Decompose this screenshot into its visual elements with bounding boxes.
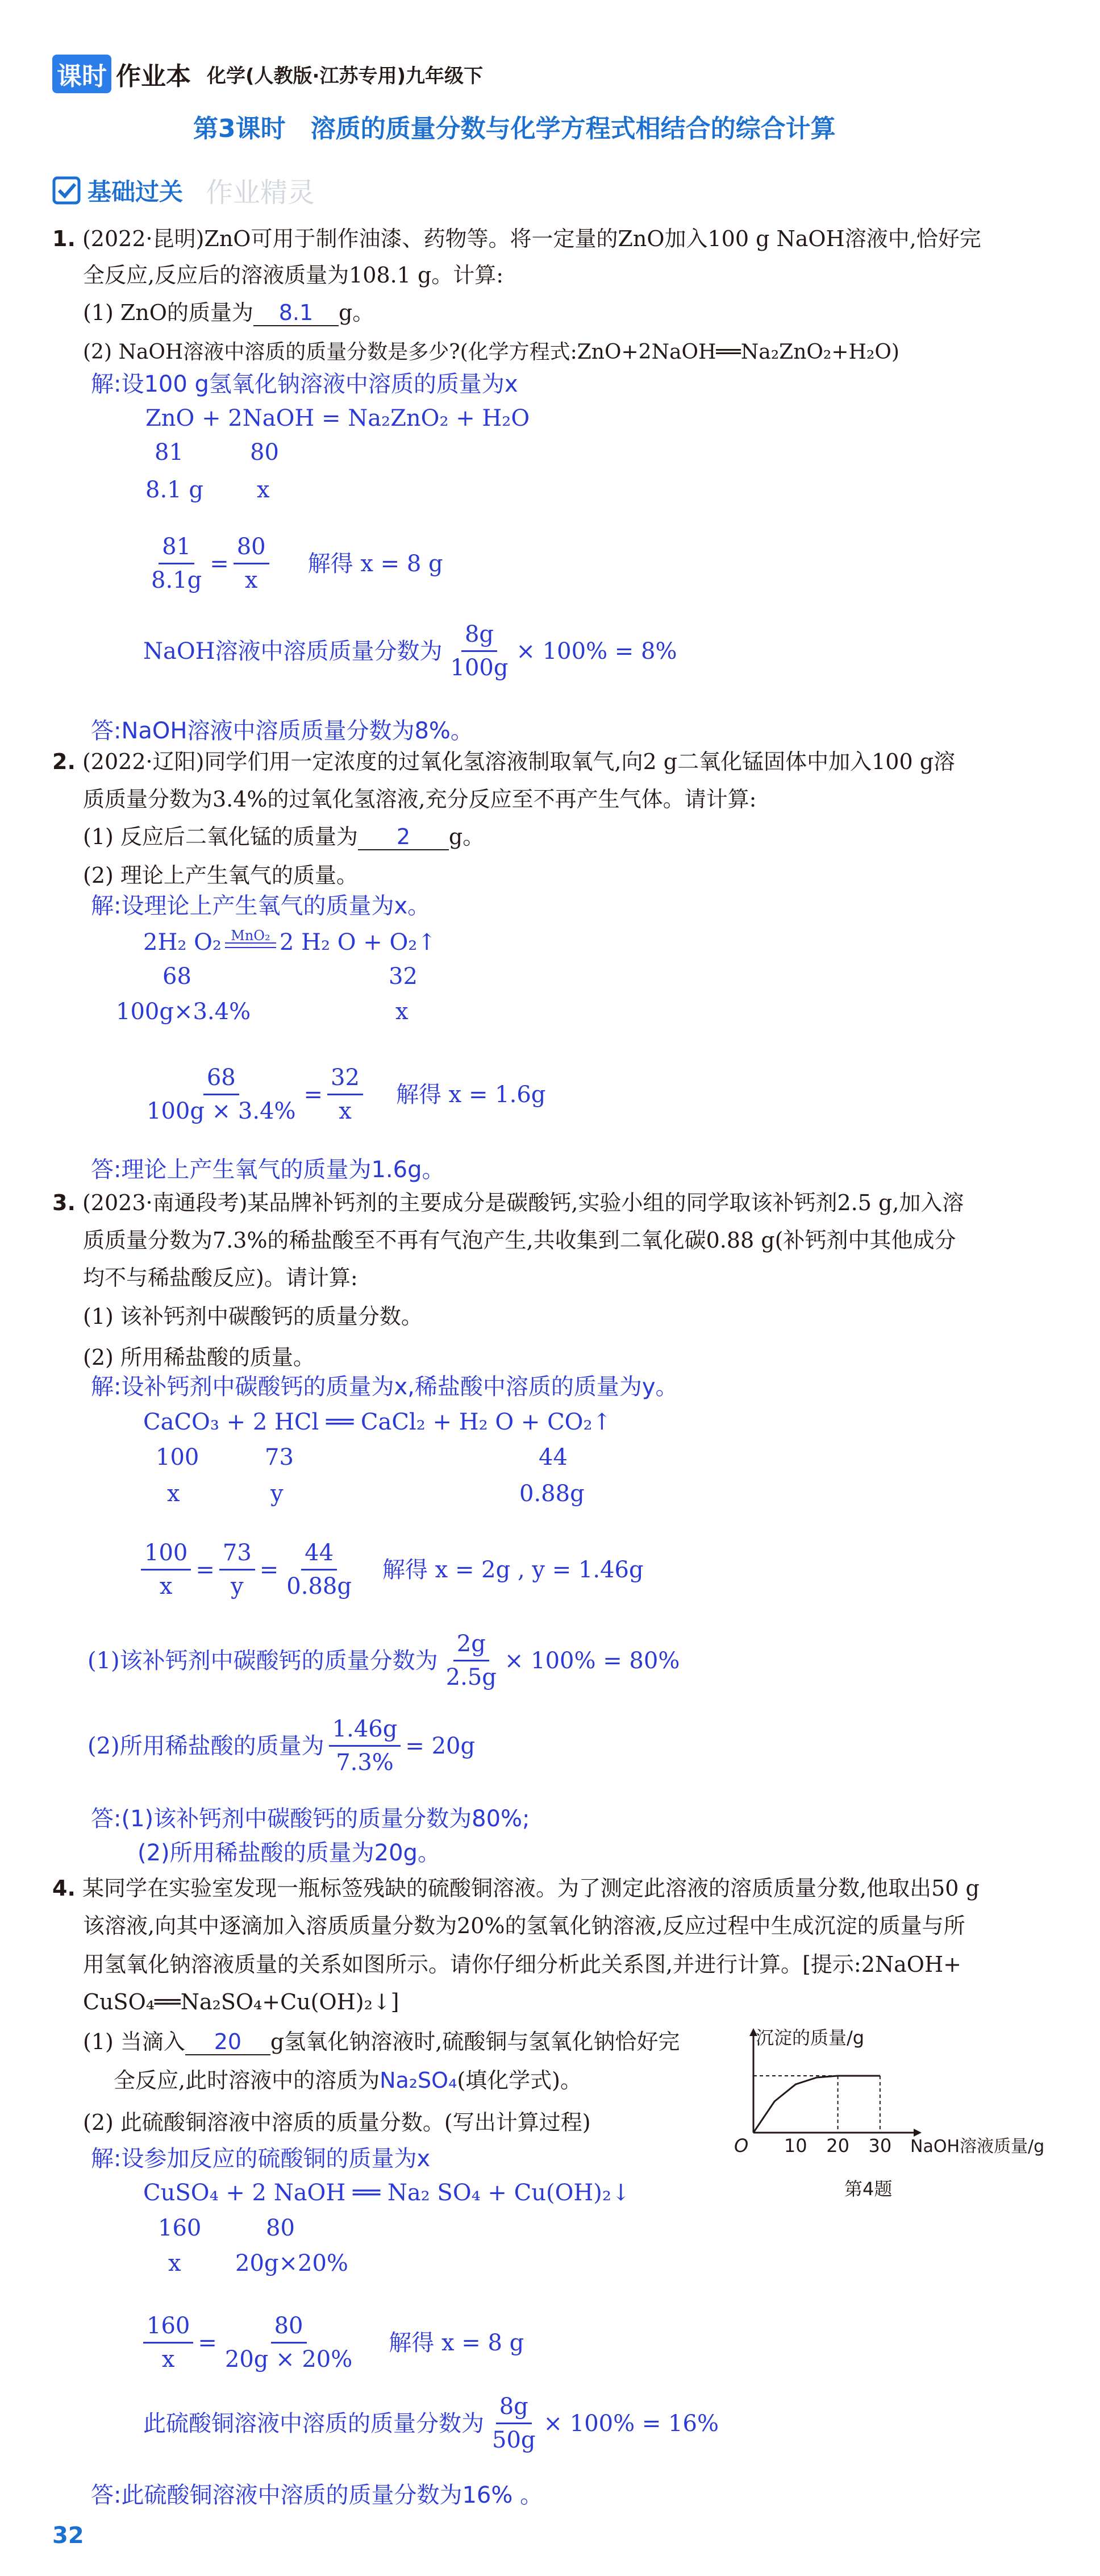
chart-xlabel: NaOH溶液质量/g — [910, 2137, 1045, 2157]
q4-sub2: (2) 此硫酸铜溶液中溶质的质量分数。(写出计算过程) — [83, 2110, 591, 2135]
q1-pct-result: × 100% = 8% — [516, 638, 677, 664]
q1-sub1-unit: g。 — [338, 300, 374, 325]
q4-stem-line3: 用氢氧化钠溶液质量的关系如图所示。请你仔细分析此关系图,并进行计算。[提示:2NaOH+ — [83, 1952, 961, 1977]
q3-result-2 — [88, 1715, 475, 1776]
q4-sub1-answer-2: Na₂SO₄ — [380, 2068, 457, 2093]
q4-f2-num: 80 — [271, 2312, 307, 2344]
q2-f2-num: 32 — [327, 1064, 363, 1095]
q1-proportion: $\frac{81}{8.1g}$ = $\frac{80}{x}$ 解得 x = 8 g — [143, 533, 443, 594]
q4-fraction-2 — [222, 2312, 356, 2373]
q1-stem — [52, 226, 981, 251]
q3-value-b: y — [270, 1481, 284, 1507]
q1-final-answer: 答:NaOH溶液中溶质质量分数为8%。 — [91, 718, 473, 744]
header-brand — [52, 55, 483, 93]
chart-x-tick-label: 10 — [784, 2135, 807, 2157]
q2-equation — [143, 929, 436, 956]
q1-mass-b: 80 — [250, 439, 279, 466]
q4-mass-a: 160 — [158, 2215, 202, 2241]
q2-f1-num: 68 — [203, 1064, 239, 1095]
q3-equation: CaCO₃ + 2 HCl ══ CaCl₂ + H₂ O + CO₂↑ — [143, 1409, 612, 1435]
q2-stem — [52, 749, 955, 774]
q1-stem-line2: 全反应,反应后的溶液质量为108.1 g。计算: — [83, 263, 504, 288]
q2-sub1-blank[interactable] — [358, 824, 449, 850]
q1-f2-den: x — [244, 567, 258, 593]
q3-final-answer-2: (2)所用稀盐酸的质量为20g。 — [138, 1840, 440, 1866]
subject-label: 化学(人教版·江苏专用)九年级下 — [207, 64, 483, 88]
chart-x-tick-label: 20 — [826, 2135, 849, 2157]
brand-badge: 课时 — [52, 55, 111, 93]
q4-solution-intro: 解:设参加反应的硫酸铜的质量为x — [91, 2146, 431, 2172]
q4-final-answer: 答:此硫酸铜溶液中溶质的质量分数为16% 。 — [91, 2482, 543, 2508]
q3-r2-den: 7.3% — [336, 1750, 394, 1776]
q3-r1-fraction — [443, 1630, 500, 1691]
q1-fraction-1 — [148, 533, 205, 594]
section-title: 基础过关 — [88, 177, 184, 206]
q2-eq-arrow — [225, 929, 276, 956]
chart-series-line — [753, 2076, 880, 2133]
q2-solution-intro: 解:设理论上产生氧气的质量为x。 — [91, 893, 431, 919]
q4-chart — [733, 2025, 1085, 2212]
q4-f1-num: 160 — [143, 2312, 193, 2344]
q4-mass-b: 80 — [266, 2215, 295, 2241]
q1-sub2: (2) NaOH溶液中溶质的质量分数是多少?(化学方程式:ZnO+2NaOH══Na₂ZnO₂+H₂O) — [83, 340, 899, 364]
q3-mass-a: 100 — [156, 1444, 199, 1470]
q3-f2-den: y — [231, 1573, 244, 1599]
q4-pct-result: × 100% = 16% — [543, 2410, 719, 2437]
q2-eq-left: 2H₂ O₂ — [143, 929, 222, 955]
q4-sub1-blank[interactable] — [185, 2029, 270, 2055]
q4-number: 4. — [52, 1876, 76, 1901]
q3-proportion: $\frac{100}{x}$ = $\frac{73}{y}$ = $\frac{44}{0.88g}$ 解得 x = 2g , y = 1.46g — [136, 1539, 644, 1600]
q2-value-b: x — [395, 999, 409, 1025]
q4-sub1-text: (1) 当滴入 — [83, 2029, 185, 2054]
q4-sub1-line2-post: (填化学式)。 — [457, 2068, 582, 2093]
q4-equation: CuSO₄ + 2 NaOH ══ Na₂ SO₄ + Cu(OH)₂↓ — [143, 2180, 631, 2206]
q3-r1-num: 2g — [453, 1630, 489, 1661]
q2-value-a: 100g×3.4% — [116, 999, 251, 1025]
q3-solution-intro: 解:设补钙剂中碳酸钙的质量为x,稀盐酸中溶质的质量为y。 — [91, 1374, 678, 1400]
q2-sub1-unit: g。 — [448, 824, 485, 849]
q2-fraction-2 — [327, 1064, 363, 1125]
q1-sub1-answer: 8.1 — [278, 300, 314, 325]
q2-eq-right: 2 H₂ O + O₂↑ — [279, 929, 436, 955]
q2-fraction-1 — [143, 1064, 299, 1125]
q3-value-c: 0.88g — [519, 1481, 585, 1507]
q1-value-a: 8.1 g — [145, 477, 203, 503]
q4-pct-den: 50g — [492, 2427, 536, 2453]
chart-x-axis-arrow — [914, 2129, 922, 2137]
q4-sub1-text-2: g氢氧化钠溶液时,硫酸铜与氢氧化钠恰好完 — [270, 2029, 680, 2054]
q4-stem-line1: 某同学在实验室发现一瓶标签残缺的硫酸铜溶液。为了测定此溶液的溶质质量分数,他取出50 g — [82, 1876, 980, 1901]
q1-f1-den: 8.1g — [151, 567, 202, 593]
q3-f3-num: 44 — [301, 1539, 337, 1570]
q3-number: 3. — [52, 1190, 76, 1215]
q1-pct-den: 100g — [450, 655, 509, 681]
q3-stem-line3: 均不与稀盐酸反应)。请计算: — [83, 1265, 358, 1290]
q3-mass-b: 73 — [265, 1444, 294, 1470]
q3-f1-num: 100 — [141, 1539, 191, 1570]
brand-text: 作业本 — [116, 62, 191, 91]
q3-r2-num: 1.46g — [329, 1715, 401, 1747]
q3-r1-den: 2.5g — [445, 1664, 497, 1690]
q2-sub2: (2) 理论上产生氧气的质量。 — [83, 863, 358, 888]
q4-percentage — [143, 2393, 719, 2454]
q3-sub1: (1) 该补钙剂中碳酸钙的质量分数。 — [83, 1304, 423, 1329]
q4-fraction-1 — [143, 2312, 193, 2373]
q4-f1-den: x — [161, 2346, 175, 2373]
q4-solve: 解得 x = 8 g — [389, 2329, 524, 2356]
q4-sub1 — [83, 2029, 680, 2055]
q1-percentage — [143, 621, 677, 682]
q1-pct-fraction — [447, 621, 512, 682]
q4-proportion: $\frac{160}{x}$ = $\frac{80}{20g \times 20\%}$ 解得 x = 8 g — [139, 2312, 524, 2373]
q2-mass-a: 68 — [163, 963, 191, 990]
chart-ylabel: 沉淀的质量/g — [756, 2027, 865, 2049]
q2-catalyst: MnO₂ — [231, 928, 270, 944]
q1-sub1-blank[interactable] — [253, 300, 339, 326]
q1-sub1-text: (1) ZnO的质量为 — [83, 300, 253, 325]
q4-pct-fraction — [489, 2393, 539, 2454]
q2-mass-b: 32 — [389, 963, 418, 990]
q4-stem-line2: 该溶液,向其中逐滴加入溶质质量分数为20%的氢氧化钠溶液,反应过程中生成沉淀的质量与所 — [83, 1913, 965, 1938]
q1-fraction-2 — [234, 533, 269, 594]
q4-stem — [52, 1876, 980, 1901]
q3-fraction-2 — [219, 1539, 255, 1600]
q3-r2-fraction — [329, 1715, 401, 1776]
page-number: 32 — [52, 2523, 84, 2549]
q3-mass-c: 44 — [539, 1444, 568, 1470]
q2-f2-den: x — [339, 1098, 352, 1124]
q2-sub1 — [83, 824, 484, 850]
lesson-title: 第3课时 溶质的质量分数与化学方程式相结合的综合计算 — [193, 114, 836, 143]
q1-solve: 解得 x = 8 g — [307, 550, 443, 577]
watermark: 作业精灵 — [206, 177, 315, 209]
q4-value-b: 20g×20% — [235, 2250, 348, 2276]
chart-x-tick-label: 30 — [868, 2135, 892, 2157]
q4-pct-label: 此硫酸铜溶液中溶质的质量分数为 — [143, 2410, 484, 2437]
q3-final-answer-1: 答:(1)该补钙剂中碳酸钙的质量分数为80%; — [91, 1806, 530, 1832]
chart-origin-label: O — [734, 2135, 749, 2157]
q3-fraction-1 — [141, 1539, 191, 1600]
q3-f1-den: x — [159, 1573, 173, 1599]
q1-value-b: x — [257, 477, 270, 503]
q4-sub1-line2-text: 全反应,此时溶液中的溶质为 — [114, 2068, 380, 2093]
q4-sub1-answer: 20 — [214, 2029, 242, 2054]
q3-r2-result: = 20g — [405, 1732, 476, 1759]
q1-f2-num: 80 — [234, 533, 269, 564]
q1-sub1 — [83, 300, 374, 326]
q4-f2-den: 20g × 20% — [224, 2346, 353, 2373]
q2-number: 2. — [52, 749, 76, 774]
q1-pct-label: NaOH溶液中溶质质量分数为 — [143, 638, 443, 664]
q3-stem-line1: (2023·南通段考)某品牌补钙剂的主要成分是碳酸钙,实验小组的同学取该补钙剂2.5 g,加入溶 — [82, 1190, 964, 1215]
q2-final-answer: 答:理论上产生氧气的质量为1.6g。 — [91, 1157, 445, 1183]
q1-number: 1. — [52, 226, 76, 251]
q1-pct-num: 8g — [461, 621, 497, 652]
precipitate-chart — [733, 2025, 1085, 2212]
q2-stem-line2: 质质量分数为3.4%的过氧化氢溶液,充分反应至不再产生气体。请计算: — [83, 787, 757, 812]
q3-r1-label: (1)该补钙剂中碳酸钙的质量分数为 — [88, 1647, 438, 1674]
q3-r1-result: × 100% = 80% — [504, 1647, 680, 1674]
checkbox-icon — [52, 176, 81, 205]
q1-equation: ZnO + 2NaOH = Na₂ZnO₂ + H₂O — [145, 405, 530, 431]
q1-mass-a: 81 — [155, 439, 184, 466]
chart-title: 第4题 — [844, 2178, 893, 2200]
q4-stem-line4: CuSO₄══Na₂SO₄+Cu(OH)₂↓] — [83, 1989, 399, 2014]
q4-pct-num: 8g — [496, 2393, 532, 2424]
q3-sub2: (2) 所用稀盐酸的质量。 — [83, 1345, 315, 1370]
q2-solve: 解得 x = 1.6g — [395, 1081, 546, 1108]
q2-f1-den: 100g × 3.4% — [147, 1098, 296, 1124]
q4-value-a: x — [168, 2250, 181, 2276]
q3-f2-num: 73 — [219, 1539, 255, 1570]
q3-value-a: x — [167, 1481, 180, 1507]
q1-stem-line1: (2022·昆明)ZnO可用于制作油漆、药物等。将一定量的ZnO加入100 g NaOH溶液中,恰好完 — [82, 226, 981, 251]
q3-result-1 — [88, 1630, 680, 1691]
q1-f1-num: 81 — [159, 533, 194, 564]
q3-f3-den: 0.88g — [286, 1573, 352, 1599]
q3-r2-label: (2)所用稀盐酸的质量为 — [88, 1732, 324, 1759]
q3-solve: 解得 x = 2g , y = 1.46g — [382, 1556, 644, 1583]
q1-solution-intro: 解:设100 g氢氧化钠溶液中溶质的质量为x — [91, 371, 518, 397]
q2-proportion: $\frac{68}{100g \times 3.4\%}$ = $\frac{32}{x}$ 解得 x = 1.6g — [139, 1064, 545, 1125]
q3-stem — [52, 1190, 964, 1215]
section-header — [52, 171, 315, 210]
q2-stem-line1: (2022·辽阳)同学们用一定浓度的过氧化氢溶液制取氧气,向2 g二氧化锰固体中加入100 g溶 — [82, 749, 956, 774]
q4-sub1-line2 — [114, 2068, 582, 2093]
q2-sub1-text: (1) 反应后二氧化锰的质量为 — [83, 824, 358, 849]
q3-fraction-3 — [283, 1539, 355, 1600]
q2-sub1-answer: 2 — [396, 824, 411, 849]
q3-stem-line2: 质质量分数为7.3%的稀盐酸至不再有气泡产生,共收集到二氧化碳0.88 g(补钙剂中其他成分 — [83, 1228, 956, 1253]
